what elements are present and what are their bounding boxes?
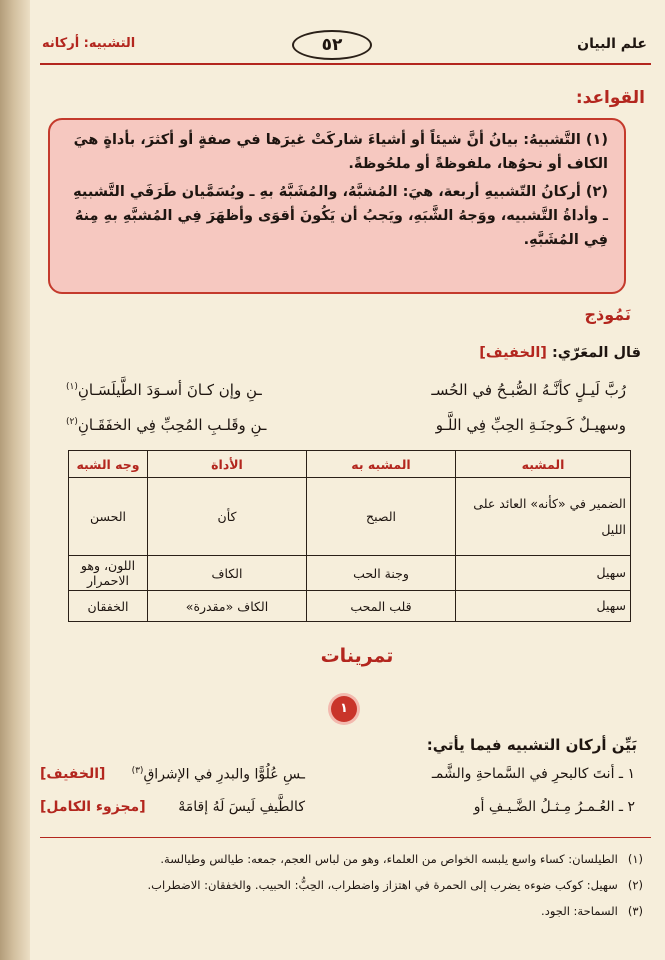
footnote-rule (40, 837, 651, 838)
table-cell: قلب المحب (307, 591, 456, 622)
table-cell: الكاف «مقدرة» (148, 591, 307, 622)
table-cell: سهيل (456, 591, 631, 622)
table-cell: سهيل (456, 556, 631, 591)
footnote-number: (٢) (627, 878, 643, 892)
footnote-text: السماحة: الجود. (541, 904, 618, 918)
exercises-heading: تمرينات (320, 645, 394, 667)
page-number: ٥٢ (292, 30, 372, 60)
exercise-1-second-hemistich (132, 766, 305, 783)
exercise-2-second-hemistich: كالطَّيفِ لَيسَ لَهُ إقامَهْ (178, 799, 305, 815)
table-cell: اللون، وهو الاحمرار (69, 556, 148, 591)
poet-line (479, 345, 641, 361)
table-cell: الضمير في «كأنه» العائد على الليل (456, 478, 631, 556)
header-rule (40, 63, 651, 65)
poet-intro: قال المعَرّي: (552, 345, 641, 361)
verse-1-text: ـنِ وإن كـانَ أسـوَدَ الطَّيلَسَـانِ (77, 381, 262, 399)
footnote-ref: (٢) (66, 417, 78, 427)
book-page (30, 0, 665, 960)
rule-2: (٢) أركانُ التّشبيهِ أربعة، هيَ: المُشبَّهُ، والمُشَبَّهُ بهِ ـ ويُسَمَّيان طَرَفَي التَّشبيهِ ـ وأداةُ التَّشبيه، ووَجهُ الشَّبَهِ، ويَجبُ أن يَكُونَ أقوَى وأظهَرَ فِي المُشبَّهِ بهِ مِنهُ فِي المُشَبَّهِ. (73, 184, 608, 248)
table-header-row (69, 451, 631, 478)
footnote-text: الطيلسان: كساء واسع يلبسه الخواص من العلماء، وهو من لباس العجم، جمعه: طيالس وطيالسة. (160, 852, 618, 866)
chapter-header: التشبيه: أركانه (42, 36, 136, 51)
footnote-2 (148, 878, 643, 892)
table-cell: كأن (148, 478, 307, 556)
exercise-1-text: ـسِ عُلُوًّا والبدرِ في الإشراقِ (143, 766, 305, 783)
table-row (69, 478, 631, 556)
footnote-1 (160, 852, 643, 866)
model-title: نَمُوذج (584, 305, 631, 324)
table-row (69, 591, 631, 622)
table-cell: الخفقان (69, 591, 148, 622)
col-header-mushabbah-bih: المشبه به (307, 451, 456, 478)
verse-1-second-hemistich (66, 381, 262, 399)
footnote-number: (٣) (627, 904, 643, 918)
table-cell: الكاف (148, 556, 307, 591)
exercise-1-meter: [الخفيف] (40, 766, 106, 782)
table-row (69, 556, 631, 591)
verse-2 (48, 416, 626, 442)
col-header-adat: الأداة (148, 451, 307, 478)
exercise-number-badge: ١ (331, 696, 357, 722)
verse-1-first-hemistich: رُبَّ لَيـلٍ كأنَّـهُ الصُّبـحُ في الحُسـ (431, 381, 626, 399)
book-spine-shadow (0, 0, 30, 960)
col-header-mushabbah: المشبه (456, 451, 631, 478)
analysis-table (68, 450, 631, 622)
rule-1: (١) التَّشبيهُ: بيانُ أنَّ شيئاً أو أشياءَ شاركَتْ غيرَها في صفةٍ أو أكثرَ، بأداةٍ هيَ الكاف أو نحوُها، ملفوظةً أو ملحُوظةً. (73, 132, 608, 172)
book-section-header: علم البيان (577, 36, 647, 52)
footnote-3 (541, 904, 643, 918)
rules-box (48, 118, 626, 294)
exercise-instruction: بَيِّن أركان التشبيه فيما يأتي: (426, 736, 637, 754)
table-cell: الصبح (307, 478, 456, 556)
table-cell: وجنة الحب (307, 556, 456, 591)
exercise-2-meter: [مجزوء الكامل] (40, 799, 146, 815)
verse-1 (48, 381, 626, 407)
rules-title: القواعد: (575, 88, 645, 108)
exercise-1-first-hemistich: ١ ـ أنتَ كالبحرِ في السَّماحةِ والشَّمـ (431, 766, 635, 782)
meter-label: [الخفيف] (479, 345, 547, 361)
col-header-wajh: وجه الشبه (69, 451, 148, 478)
exercise-2-first-hemistich: ٢ ـ العُـمـرُ مِـثـلُ الضَّـيـفِ أو (473, 799, 635, 815)
footnote-ref: (٣) (131, 766, 144, 776)
footnote-ref: (١) (66, 382, 78, 392)
table-cell: الحسن (69, 478, 148, 556)
verse-2-text: ـنِ وقَلـبِ المُحِبِّ فِي الخفَقَـانِ (77, 416, 267, 434)
footnote-text: سهيل: كوكب ضوءه يضرب إلى الحمرة في اهتزاز واضطراب، الحِبُّ: الحبيب. والخفقان: الاضطراب. (147, 878, 618, 892)
exercise-item-2 (40, 799, 635, 825)
footnote-number: (١) (627, 852, 643, 866)
verse-2-first-hemistich: وسهيـلٌ كَـوجنَـةِ الحِبِّ فِي اللَّـو (435, 416, 626, 434)
exercise-item-1 (40, 766, 635, 792)
verse-2-second-hemistich (66, 416, 266, 434)
